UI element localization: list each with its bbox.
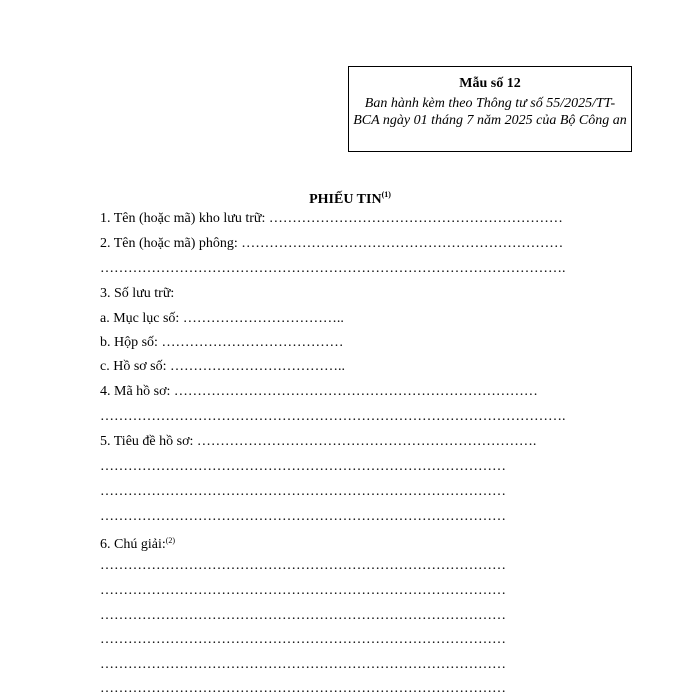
- notes-line[interactable]: ……………………………………………………………………………: [100, 657, 506, 672]
- notes-footnote-marker: (2): [165, 536, 176, 545]
- notes-line[interactable]: ……………………………………………………………………………: [100, 681, 506, 696]
- file-title-line[interactable]: ……………………………………………………………………………: [100, 459, 506, 474]
- notes-label: [100, 532, 175, 552]
- notes-label-text: 6. Chú giải:: [100, 537, 166, 552]
- document-title-text: PHIẾU TIN: [309, 192, 382, 207]
- issuing-decree: Ban hành kèm theo Thông tư số 55/2025/TT-BCA ngày 01 tháng 7 năm 2025 của Bộ Công an: [353, 96, 627, 128]
- file-code-field[interactable]: 4. Mã hồ sơ: ……………………………………………………………………: [100, 384, 538, 399]
- fonds-name-continuation[interactable]: ……………………………………………………………………………………….: [100, 261, 566, 276]
- catalog-number-field[interactable]: a. Mục lục số: ……………………………..: [100, 311, 344, 326]
- notes-line[interactable]: ……………………………………………………………………………: [100, 583, 506, 598]
- notes-line[interactable]: ……………………………………………………………………………: [100, 632, 506, 647]
- title-footnote-marker: (1): [381, 190, 391, 199]
- box-number-field[interactable]: b. Hộp số: …………………………………: [100, 335, 344, 350]
- archive-number-label: 3. Số lưu trữ:: [100, 286, 175, 301]
- file-title-line[interactable]: ……………………………………………………………………………: [100, 484, 506, 499]
- notes-line[interactable]: ……………………………………………………………………………: [100, 608, 506, 623]
- document-title: [0, 186, 700, 209]
- file-title-field[interactable]: 5. Tiêu đề hồ sơ: ……………………………………………………………….: [100, 434, 537, 449]
- form-header-box: [348, 66, 632, 152]
- file-code-continuation[interactable]: ……………………………………………………………………………………….: [100, 409, 566, 424]
- file-title-line[interactable]: ……………………………………………………………………………: [100, 509, 506, 524]
- notes-line[interactable]: ……………………………………………………………………………: [100, 558, 506, 573]
- form-number: Mẫu số 12: [459, 76, 521, 91]
- fonds-name-field[interactable]: 2. Tên (hoặc mã) phông: ……………………………………………………………: [100, 236, 564, 251]
- storage-name-field[interactable]: 1. Tên (hoặc mã) kho lưu trữ: ………………………………………………………: [100, 211, 563, 226]
- file-number-field[interactable]: c. Hồ sơ số: ………………………………..: [100, 359, 346, 374]
